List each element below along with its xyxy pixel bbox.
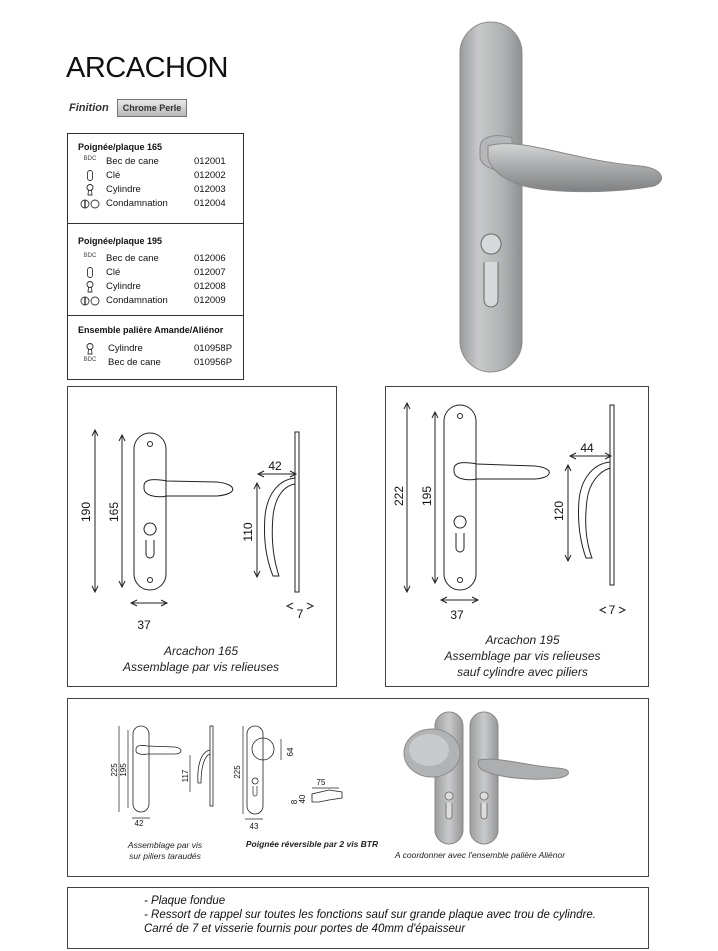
caption-195-line3: sauf cylindre avec piliers [457, 665, 588, 679]
key-hole-icon [85, 170, 105, 182]
dim-projection: 42 [268, 459, 282, 473]
finish-badge: Chrome Perle [117, 99, 187, 117]
group-title: Ensemble palière Amande/Aliénor [78, 325, 224, 335]
table-row [68, 184, 243, 198]
table-row [68, 343, 243, 357]
cylinder-icon [85, 281, 105, 293]
table-row [68, 253, 243, 267]
row-name: Bec de cane [106, 253, 159, 264]
row-name: Bec de cane [108, 357, 161, 368]
caption-a-line2: sur piliers taraudés [129, 851, 201, 861]
dim-b-knob: 64 [286, 747, 295, 757]
dim-lever-length: 120 [552, 500, 566, 522]
dim-lever-length: 110 [241, 522, 255, 542]
row-name: Cylindre [108, 343, 143, 354]
row-code: 010958P [194, 343, 233, 354]
dim-b-proj: 75 [316, 778, 326, 787]
row-name: Cylindre [106, 281, 141, 292]
table-row [68, 281, 243, 295]
cylinder-icon [85, 184, 105, 196]
table-row [68, 156, 243, 170]
note-line-1: - Plaque fondue [144, 895, 226, 907]
note-line-3: Carré de 7 et visserie fournis pour portes de 40mm d'épaisseur [144, 923, 466, 935]
row-code: 012008 [194, 281, 226, 292]
page-title: ARCACHON [66, 52, 228, 84]
bdc-icon: BDC [83, 357, 97, 363]
table-row [68, 357, 243, 371]
dim-b-width: 43 [249, 822, 259, 831]
group-title: Poignée/plaque 165 [78, 142, 163, 152]
group-title: Poignée/plaque 195 [78, 236, 163, 246]
condemnation-icon [80, 199, 100, 209]
caption-165-line2: Assemblage par vis relieuses [122, 660, 280, 674]
bdc-icon: BDC [83, 156, 97, 162]
dim-total-height: 190 [79, 501, 93, 523]
cylinder-icon [85, 343, 105, 355]
key-hole-icon [85, 267, 105, 279]
plate-right [470, 712, 498, 844]
dim-a-h1: 225 [110, 763, 119, 777]
row-code: 012004 [194, 198, 226, 209]
caption-165-line1: Arcachon 165 [163, 644, 239, 658]
table-row [68, 267, 243, 281]
row-code: 012003 [194, 184, 226, 195]
row-name: Condamnation [106, 295, 168, 306]
row-name: Cylindre [106, 184, 141, 195]
cylinder-hole [481, 234, 501, 307]
note-line-2: - Ressort de rappel sur toutes les fonctions sauf sur grande plaque avec trou de cylindre. [144, 909, 596, 921]
reference-table [67, 133, 244, 380]
dim-projection: 44 [580, 441, 594, 455]
dim-a-h2: 195 [119, 763, 128, 777]
caption-b: Poignée réversible par 2 vis BTR [245, 839, 379, 849]
caption-a-line1: Assemblage par vis [127, 840, 203, 850]
dim-total-height: 222 [392, 485, 406, 507]
finish-label: Finition [69, 102, 109, 114]
caption-195-line1: Arcachon 195 [485, 633, 560, 647]
dim-a-lever: 117 [181, 769, 190, 783]
divider [68, 223, 243, 224]
caption-c: A coordonner avec l'ensemble palière Aliénor [394, 850, 566, 860]
dim-square: 7 [608, 603, 616, 617]
row-name: Bec de cane [106, 156, 159, 167]
dim-square: 7 [296, 607, 304, 621]
row-code: 012002 [194, 170, 226, 181]
dim-b-height: 225 [233, 765, 242, 779]
row-code: 012006 [194, 253, 226, 264]
dim-width: 37 [450, 608, 464, 622]
caption-195-line2: Assemblage par vis relieuses [444, 649, 601, 663]
row-code: 012001 [194, 156, 226, 167]
dim-plate-height: 195 [420, 485, 434, 507]
row-code: 012009 [194, 295, 226, 306]
row-code: 010956P [194, 357, 233, 368]
dim-b-b: 8 [290, 799, 299, 805]
bdc-icon: BDC [83, 253, 97, 259]
divider [68, 315, 243, 316]
dim-width: 37 [137, 618, 151, 632]
row-name: Condamnation [106, 198, 168, 209]
dim-a-width: 42 [134, 819, 144, 828]
product-photo [440, 18, 710, 378]
dim-b-a: 40 [298, 794, 307, 804]
table-row [68, 198, 243, 212]
row-name: Clé [106, 170, 121, 181]
row-name: Clé [106, 267, 121, 278]
dim-plate-height: 165 [107, 501, 121, 523]
condemnation-icon [80, 296, 100, 306]
plate [460, 22, 522, 372]
technical-drawing-165 [67, 386, 335, 685]
notes-box [67, 887, 649, 949]
row-code: 012007 [194, 267, 226, 278]
table-row [68, 295, 243, 309]
table-row [68, 170, 243, 184]
